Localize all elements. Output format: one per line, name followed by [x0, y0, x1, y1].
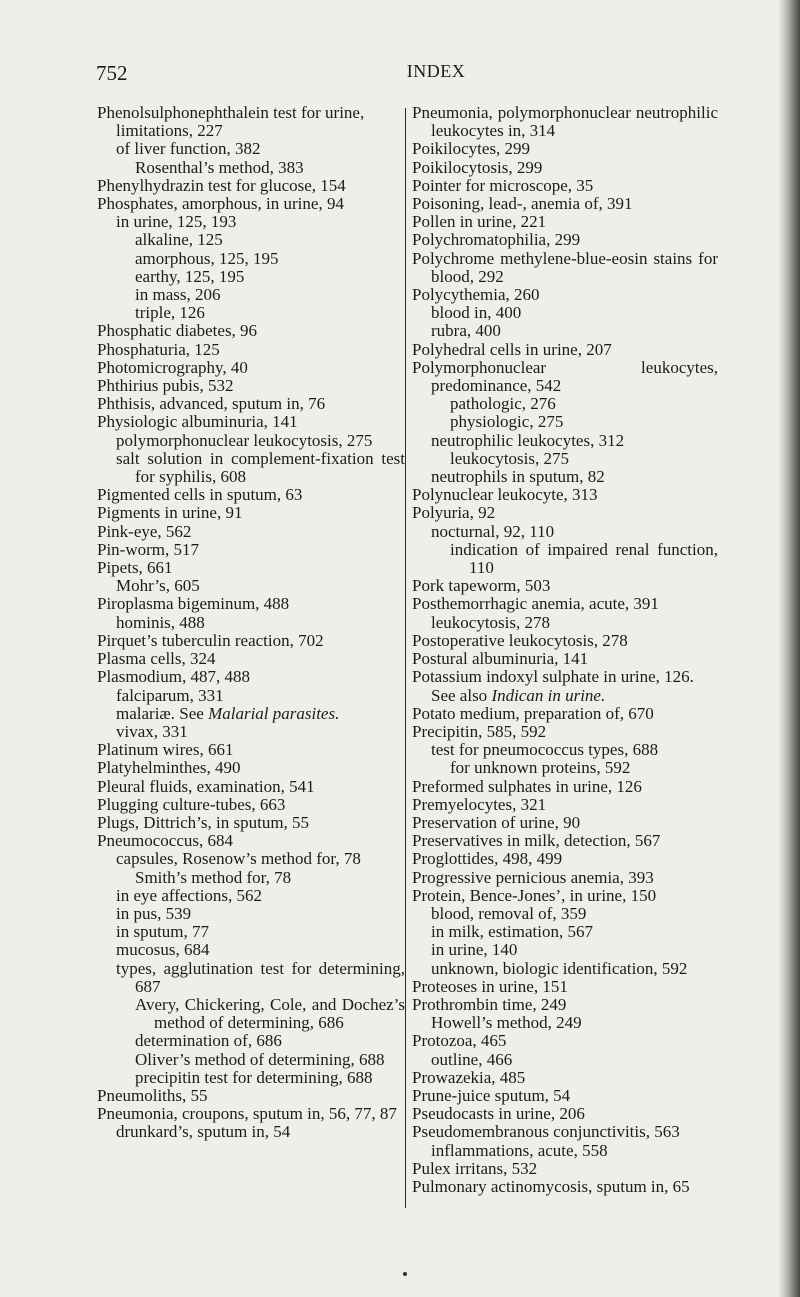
index-entry-text: Potato medium, preparation of, 670 — [412, 703, 654, 723]
index-entry-text: in mass, 206 — [135, 285, 221, 305]
index-entry-text: hominis, 488 — [116, 612, 205, 632]
index-entry-text: Proglottides, 498, 499 — [412, 849, 563, 869]
index-entry-text: Polychrome methylene-blue-eosin stains for blood, 292 — [412, 248, 718, 286]
page-number: 752 — [96, 61, 128, 85]
index-entry — [97, 1123, 405, 1141]
index-entry-text: test for pneumococcus types, 688 — [431, 740, 659, 760]
index-entry — [97, 1051, 405, 1069]
index-entry — [412, 159, 718, 177]
index-entry-text: triple, 126 — [135, 303, 205, 323]
page-title: INDEX — [406, 61, 466, 81]
index-entry-text: Phosphates, amorphous, in urine, 94 — [97, 194, 344, 214]
index-entry — [97, 122, 405, 140]
index-entry — [97, 668, 405, 686]
index-entry-text: Phosphaturia, 125 — [97, 339, 220, 359]
index-entry — [412, 577, 718, 595]
index-entry-text: Pneumonia, polymorphonuclear neutrophilic leukocytes in, 314 — [412, 103, 718, 141]
index-entry-text: indication of impaired renal function, 110 — [450, 539, 718, 578]
index-entry — [412, 905, 718, 923]
index-entry-text: salt solution in complement-fixation test for syphilis, 608 — [116, 448, 405, 487]
index-entry — [412, 941, 718, 959]
index-entry — [97, 1069, 405, 1087]
index-entry — [97, 1087, 405, 1105]
index-entry-text: drunkard’s, sputum in, 54 — [116, 1122, 291, 1142]
index-entry-text: Rosenthal’s method, 383 — [135, 157, 304, 177]
index-entry — [412, 1105, 718, 1123]
index-entry — [412, 523, 718, 541]
index-entry-text: types, agglutination test for determining, 687 — [116, 958, 405, 996]
index-entry — [412, 322, 718, 340]
index-entry — [412, 1014, 718, 1032]
index-entry-text: determination of, 686 — [135, 1031, 282, 1051]
index-entry — [97, 650, 405, 668]
index-entry-text: blood in, 400 — [431, 303, 522, 323]
index-entry — [412, 213, 718, 231]
index-entry — [97, 614, 405, 632]
index-entry — [97, 140, 405, 158]
index-entry-text: in milk, estimation, 567 — [431, 922, 593, 942]
index-entry — [97, 377, 405, 395]
index-entry-text: in pus, 539 — [116, 903, 192, 923]
index-entry-text: Polynuclear leukocyte, 313 — [412, 485, 598, 505]
index-entry — [97, 268, 405, 286]
index-entry — [97, 486, 405, 504]
index-entry — [97, 159, 405, 177]
index-entry-text: Phenolsulphonephthalein test for urine, — [97, 103, 365, 122]
index-entry — [97, 577, 405, 595]
index-entry — [412, 140, 718, 158]
index-entry — [412, 668, 718, 686]
index-entry-text: mucosus, 684 — [116, 940, 210, 960]
index-entry — [97, 450, 405, 486]
index-entry — [97, 687, 405, 705]
index-entry-text: malariæ. See — [116, 703, 209, 723]
index-entry-text: leukocytosis, 278 — [431, 612, 550, 632]
index-entry — [412, 395, 718, 413]
index-entry-text: unknown, biologic identification, 592 — [431, 958, 688, 978]
index-entry-text: Piroplasma bigeminum, 488 — [97, 594, 290, 614]
index-entry-text: Pulex irritans, 532 — [412, 1158, 538, 1178]
index-entry-text: Pork tapeworm, 503 — [412, 576, 551, 596]
index-entry-text: Platyhelminthes, 490 — [97, 758, 241, 778]
index-entry-text: alkaline, 125 — [135, 230, 223, 250]
index-entry — [412, 468, 718, 486]
index-entry — [97, 705, 405, 723]
index-entry — [412, 177, 718, 195]
index-entry — [97, 523, 405, 541]
index-entry — [412, 996, 718, 1014]
index-entry-text: falciparum, 331 — [116, 685, 224, 705]
index-entry-text: earthy, 125, 195 — [135, 266, 245, 286]
index-entry-text: precipitin test for determining, 688 — [135, 1067, 373, 1087]
index-entry-text: Polyhedral cells in urine, 207 — [412, 339, 612, 359]
index-entry — [412, 486, 718, 504]
index-entry — [412, 850, 718, 868]
index-entry-text: capsules, Rosenow’s method for, 78 — [116, 849, 361, 869]
page-edge-shadow — [778, 0, 800, 1297]
index-entry — [412, 1051, 718, 1069]
index-entry-text: in sputum, 77 — [116, 922, 210, 942]
index-entry-text: Phthirius pubis, 532 — [97, 376, 234, 396]
index-entry — [97, 850, 405, 868]
index-entry-text: pathologic, 276 — [450, 394, 556, 414]
index-entry-text: Posthemorrhagic anemia, acute, 391 — [412, 594, 659, 614]
index-entry-text: Pseudomembranous conjunctivitis, 563 — [412, 1122, 680, 1142]
index-entry-text: Preservation of urine, 90 — [412, 812, 581, 832]
index-entry-text: Proteoses in urine, 151 — [412, 976, 568, 996]
index-entry — [97, 413, 405, 431]
index-entry — [412, 960, 718, 978]
index-entry-text: Plugs, Dittrich’s, in sputum, 55 — [97, 812, 310, 832]
index-entry-text: Postoperative leukocytosis, 278 — [412, 630, 628, 650]
index-entry-text: nocturnal, 92, 110 — [431, 521, 555, 541]
index-entry — [412, 413, 718, 431]
index-entry — [412, 359, 718, 395]
index-entry — [97, 341, 405, 359]
index-entry — [97, 923, 405, 941]
index-entry — [97, 869, 405, 887]
index-entry-text: Pollen in urine, 221 — [412, 212, 547, 232]
index-entry-text: Plasma cells, 324 — [97, 649, 216, 669]
index-column-left — [97, 104, 405, 1142]
index-entry — [412, 104, 718, 140]
index-entry-text: in urine, 140 — [431, 940, 518, 960]
index-entry-text: neutrophilic leukocytes, 312 — [431, 430, 625, 450]
index-entry — [412, 723, 718, 741]
index-entry — [412, 614, 718, 632]
index-entry-text: Pleural fluids, examination, 541 — [97, 776, 315, 796]
index-entry-text: physiologic, 275 — [450, 412, 564, 432]
index-entry-text: Pigments in urine, 91 — [97, 503, 243, 523]
index-entry-text: Plugging culture-tubes, 663 — [97, 794, 286, 814]
index-entry-text: Platinum wires, 661 — [97, 740, 234, 760]
index-entry-text: Howell’s method, 249 — [431, 1013, 582, 1033]
index-entry — [97, 286, 405, 304]
index-entry-text: neutrophils in sputum, 82 — [431, 467, 605, 487]
index-entry — [97, 632, 405, 650]
index-entry — [412, 869, 718, 887]
index-entry-text: Poikilocytes, 299 — [412, 139, 531, 159]
index-entry-text: Physiologic albuminuria, 141 — [97, 412, 298, 432]
index-entry-text: blood, removal of, 359 — [431, 903, 587, 923]
index-entry-text: Plasmodium, 487, 488 — [97, 667, 251, 687]
index-entry — [97, 504, 405, 522]
index-entry-text: outline, 466 — [431, 1049, 513, 1069]
index-entry-text: Polyuria, 92 — [412, 503, 496, 523]
index-entry — [412, 887, 718, 905]
index-column-right — [412, 104, 718, 1196]
index-entry — [97, 177, 405, 195]
index-entry — [412, 1123, 718, 1141]
index-entry — [412, 304, 718, 322]
index-entry — [412, 778, 718, 796]
index-entry — [412, 432, 718, 450]
index-entry-text: Prothrombin time, 249 — [412, 994, 567, 1014]
index-entry-text: Postural albuminuria, 141 — [412, 649, 589, 669]
index-entry — [412, 1032, 718, 1050]
index-entry — [412, 759, 718, 777]
index-entry-text: Oliver’s method of determining, 688 — [135, 1049, 385, 1069]
index-entry — [412, 705, 718, 723]
index-entry-text: Poikilocytosis, 299 — [412, 157, 543, 177]
index-entry-text: of liver function, 382 — [116, 139, 261, 159]
index-entry-text: Photomicrography, 40 — [97, 357, 248, 377]
index-entry-text: Protozoa, 465 — [412, 1031, 507, 1051]
index-entry — [97, 104, 405, 122]
index-entry — [97, 195, 405, 213]
index-entry-text: See also — [431, 685, 492, 705]
index-entry — [412, 923, 718, 941]
index-entry — [97, 759, 405, 777]
index-entry — [97, 432, 405, 450]
index-entry — [97, 814, 405, 832]
index-entry — [97, 996, 405, 1032]
index-entry — [97, 559, 405, 577]
index-entry — [412, 504, 718, 522]
index-entry — [412, 1069, 718, 1087]
index-entry — [412, 231, 718, 249]
index-entry-text: Polymorphonuclear leukocytes, predominance, 542 — [412, 357, 718, 396]
index-entry-text: Preservatives in milk, detection, 567 — [412, 831, 661, 851]
index-entry — [97, 723, 405, 741]
index-entry — [97, 905, 405, 923]
index-entry-text: leukocytosis, 275 — [450, 448, 569, 468]
index-entry — [412, 286, 718, 304]
index-entry-text: Pipets, 661 — [97, 558, 173, 578]
index-entry-text: Pink-eye, 562 — [97, 521, 192, 541]
index-entry — [97, 250, 405, 268]
index-entry — [97, 960, 405, 996]
index-entry — [412, 814, 718, 832]
index-entry-text: vivax, 331 — [116, 721, 188, 741]
index-entry — [412, 450, 718, 468]
index-entry-text: Pointer for microscope, 35 — [412, 175, 594, 195]
index-entry-text: Pseudocasts in urine, 206 — [412, 1104, 585, 1124]
index-entry — [412, 1160, 718, 1178]
index-entry — [97, 887, 405, 905]
index-entry-text: Mohr’s, 605 — [116, 576, 200, 596]
index-entry-text: Preformed sulphates in urine, 126 — [412, 776, 642, 796]
index-entry-text: Prowazekia, 485 — [412, 1067, 526, 1087]
index-entry-text: Phenylhydrazin test for glucose, 154 — [97, 175, 346, 195]
index-entry — [412, 195, 718, 213]
index-entry-text: Progressive pernicious anemia, 393 — [412, 867, 654, 887]
index-entry-text: in urine, 125, 193 — [116, 212, 237, 232]
index-entry-text: Polycythemia, 260 — [412, 285, 540, 305]
index-entry-text: Protein, Bence-Jones’, in urine, 150 — [412, 885, 657, 905]
index-entry — [97, 213, 405, 231]
index-entry — [412, 741, 718, 759]
index-entry-text: for unknown proteins, 592 — [450, 758, 631, 778]
index-entry-text: Smith’s method for, 78 — [135, 867, 292, 887]
index-entry-text: Premyelocytes, 321 — [412, 794, 547, 814]
index-entry — [97, 796, 405, 814]
index-entry-text: inflammations, acute, 558 — [431, 1140, 608, 1160]
index-entry — [412, 1087, 718, 1105]
index-cross-reference: Indican in urine. — [491, 685, 606, 705]
index-entry-text: Pulmonary actinomycosis, sputum in, 65 — [412, 1176, 690, 1196]
index-entry-text: in eye affections, 562 — [116, 885, 263, 905]
index-entry — [97, 231, 405, 249]
index-entry — [412, 541, 718, 577]
index-entry — [412, 341, 718, 359]
index-entry-text: Pin-worm, 517 — [97, 539, 199, 559]
index-entry-text: rubra, 400 — [431, 321, 501, 341]
index-entry — [412, 595, 718, 613]
index-entry — [412, 687, 718, 705]
index-entry-text: Potassium indoxyl sulphate in urine, 126. — [412, 667, 694, 687]
index-entry-text: Prune-juice sputum, 54 — [412, 1085, 571, 1105]
index-entry-text: polymorphonuclear leukocytosis, 275 — [116, 430, 373, 450]
index-entry-text: Polychromatophilia, 299 — [412, 230, 581, 250]
index-entry — [97, 541, 405, 559]
index-entry — [97, 941, 405, 959]
index-entry-text: limitations, 227 — [116, 121, 223, 141]
page-header — [96, 61, 776, 91]
index-entry — [97, 741, 405, 759]
index-entry-text: Pneumoliths, 55 — [97, 1085, 208, 1105]
column-divider — [405, 108, 406, 1208]
index-entry — [97, 1105, 405, 1123]
index-entry — [97, 832, 405, 850]
index-entry-text: Pigmented cells in sputum, 63 — [97, 485, 303, 505]
index-entry-text: Pneumococcus, 684 — [97, 831, 233, 851]
index-entry — [412, 978, 718, 996]
index-entry — [97, 1032, 405, 1050]
index-entry — [412, 250, 718, 286]
index-entry-text: Pirquet’s tuberculin reaction, 702 — [97, 630, 324, 650]
index-entry-text: Pneumonia, croupons, sputum in, 56, 77, 87 — [97, 1104, 397, 1124]
index-entry — [97, 304, 405, 322]
index-entry-text: Phosphatic diabetes, 96 — [97, 321, 258, 341]
index-entry — [97, 322, 405, 340]
index-entry — [412, 1178, 718, 1196]
index-entry — [412, 832, 718, 850]
index-entry — [97, 359, 405, 377]
index-entry-text: amorphous, 125, 195 — [135, 248, 279, 268]
index-cross-reference: Malarial parasites. — [208, 703, 340, 723]
index-entry-text: Avery, Chickering, Cole, and Dochez’s method of determining, 686 — [135, 994, 405, 1033]
index-entry-text: Precipitin, 585, 592 — [412, 721, 547, 741]
index-entry-text: Phthisis, advanced, sputum in, 76 — [97, 394, 326, 414]
page-speck — [403, 1272, 407, 1276]
index-entry — [412, 1142, 718, 1160]
index-entry — [412, 650, 718, 668]
index-entry-text: Poisoning, lead-, anemia of, 391 — [412, 194, 633, 214]
index-entry — [97, 778, 405, 796]
index-entry — [412, 796, 718, 814]
index-entry — [97, 395, 405, 413]
index-entry — [97, 595, 405, 613]
index-entry — [412, 632, 718, 650]
